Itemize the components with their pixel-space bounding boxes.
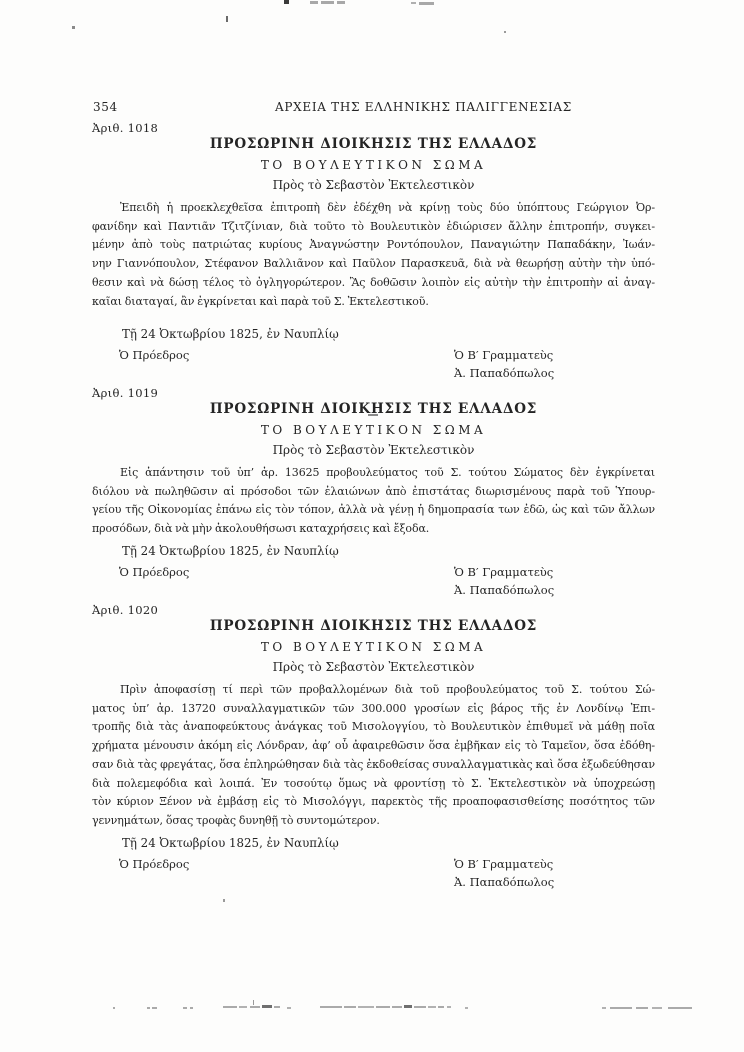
decree-body <box>92 681 655 831</box>
running-title: ΑΡΧΕΙΑ ΤΗΣ ΕΛΛΗΝΙΚΗΣ ΠΑΛΙΓΓΕΝΕΣΙΑΣ <box>275 100 572 114</box>
signature-president: Ὁ Πρόεδρος <box>119 564 190 579</box>
scan-artifact <box>344 1006 356 1008</box>
scan-artifact <box>239 1006 247 1008</box>
scan-artifact <box>250 1006 260 1008</box>
body-line: θεσιν καὶ νὰ δώσῃ τέλος τὸ ὀγληγορώτερον. Ἂς δοθῶσιν λοιπὸν εἰς αὐτὴν τὴν ἐπιτροπὴν αἱ ἀναγ- <box>92 275 655 289</box>
decree-address: Πρὸς τὸ Σεβαστὸν Ἐκτελεστικὸν <box>272 660 475 674</box>
decree-subtitle: ΤΟ ΒΟΥΛΕΥΤΙΚΟΝ ΣΩΜΑ <box>260 640 487 654</box>
scan-artifact <box>668 1007 692 1009</box>
scan-artifact <box>152 1007 157 1009</box>
scan-artifact <box>610 1007 632 1009</box>
body-line: Πρὶν ἀποφασίσῃ τί περὶ τῶν προβαλλομένων διὰ τοῦ προβουλεύματος τοῦ Σ. τούτου Σώ- <box>120 683 655 696</box>
signature-president: Ὁ Πρόεδρος <box>119 856 190 871</box>
scan-artifact <box>287 1007 291 1009</box>
scan-artifact <box>274 1006 280 1008</box>
body-line: σαν διὰ τὰς φρεγάτας, ὅσα ἐπληρώθησαν διὰ τὰς ἐκδοθείσας συναλλαγματικὰς καὶ ὅσα ἐξωδεύθησαν <box>92 757 655 771</box>
dateline: Τῇ 24 Ὀκτωβρίου 1825, ἐν Ναυπλίῳ <box>122 835 339 850</box>
decree-title: ΠΡΟΣΩΡΙΝΗ ΔΙΟΙΚΗΣΙΣ ΤΗΣ ΕΛΛΑΔΟΣ <box>209 618 538 634</box>
scan-artifact <box>504 31 506 33</box>
page-header <box>92 100 655 115</box>
signature-secretary-block <box>454 563 554 599</box>
scan-artifact <box>72 26 75 29</box>
document-number: Ἀριθ. 1018 <box>92 121 159 135</box>
page-number: 354 <box>93 100 118 114</box>
scan-artifact <box>465 1007 468 1009</box>
decree-title: ΠΡΟΣΩΡΙΝΗ ΔΙΟΙΚΗΣΙΣ ΤΗΣ ΕΛΛΑΔΟΣ <box>209 401 538 417</box>
decree-body <box>92 199 655 311</box>
scan-artifact <box>147 1007 150 1009</box>
body-line: Ἐπειδὴ ἡ προεκλεχθεῖσα ἐπιτροπὴ δὲν ἐδέχθη νὰ κρίνῃ τοὺς δύο ὑπόπτους Γεώργιον Ὀρ- <box>120 201 655 214</box>
scan-artifact <box>320 1006 342 1008</box>
body-line: γείου τῆς Οἰκονομίας ἐπάνω εἰς τὸν τόπον, ἀλλὰ νὰ γένῃ ἡ δημοπρασία των ἐδῶ, ὡς καὶ τῶν ἄλλων <box>92 503 655 517</box>
signature-row <box>92 855 655 893</box>
body-line: χρήματα μένουσιν ἀκόμη εἰς Λόνδραν, ἀφ’ οὗ ἀφαιρεθῶσιν ὅσα ἐμβῆκαν εἰς τὸ Ταμεῖον, ὅσα ἐδόθη- <box>92 739 655 753</box>
signature-secretary-block <box>454 346 554 382</box>
dateline: Τῇ 24 Ὀκτωβρίου 1825, ἐν Ναυπλίῳ <box>122 543 339 558</box>
scan-artifact <box>411 2 416 4</box>
scan-artifact <box>376 1006 390 1008</box>
signature-secretary-role: Ὁ Β′ Γραμματεὺς <box>454 348 554 363</box>
document-number: Ἀριθ. 1020 <box>92 603 159 617</box>
scan-artifact <box>414 1006 426 1008</box>
scan-artifact <box>602 1007 606 1009</box>
body-line: γεννημάτων, ὅσας τροφὰς δυνηθῇ τὸ συντομώτερον. <box>92 813 380 827</box>
scan-artifact <box>321 1 334 4</box>
body-line: τροπῆς διὰ τὰς ἀναποφεύκτους ἀνάγκας τοῦ Μισολογγίου, τὸ Βουλευτικὸν ἐπιθυμεῖ νὰ μάθῃ ποῖα <box>92 720 655 734</box>
document-number: Ἀριθ. 1019 <box>92 386 159 400</box>
body-line: καῖαι διαταγαί, ἂν ἐγκρίνεται καὶ παρὰ τοῦ Σ. Ἐκτελεστικοῦ. <box>92 294 429 308</box>
decree-address: Πρὸς τὸ Σεβαστὸν Ἐκτελεστικὸν <box>272 443 475 457</box>
decree-section-1020 <box>92 603 655 893</box>
scan-artifact <box>419 2 434 5</box>
signature-president: Ὁ Πρόεδρος <box>119 348 190 363</box>
scan-artifact <box>253 1000 254 1005</box>
scan-artifact <box>428 1006 436 1008</box>
body-line: Εἰς ἀπάντησιν τοῦ ὑπ’ ἀρ. 13625 προβουλεύματος τοῦ Σ. τούτου Σώματος δὲν ἐγκρίνεται <box>120 466 655 479</box>
scan-artifact <box>652 1007 662 1009</box>
signature-secretary-name: Ἀ. Παπαδόπωλος <box>454 582 555 597</box>
scan-artifact <box>310 1 318 4</box>
signature-row <box>92 346 655 384</box>
decree-section-1018 <box>92 121 655 384</box>
scan-artifact <box>636 1007 648 1009</box>
decree-section-1019 <box>92 386 655 601</box>
signature-secretary-role: Ὁ Β′ Γραμματεὺς <box>454 564 554 579</box>
scan-artifact <box>190 1007 193 1009</box>
scan-artifact <box>404 1005 412 1008</box>
scan-artifact <box>337 1 345 4</box>
signature-secretary-name: Ἀ. Παπαδόπωλος <box>454 366 555 381</box>
scan-artifact <box>358 1006 374 1008</box>
body-line: διόλου νὰ πωληθῶσιν αἱ πρόσοδοι τῶν ἐλαιώνων ἀπὸ ἐπιστάτας διωρισμένους παρὰ τοῦ Ὑπουρ- <box>92 484 655 498</box>
body-line: νην Γιαννόπουλον, Στέφανον Βαλλιᾶνον καὶ Παῦλον Παρασκευᾶ, διὰ νὰ θεωρήσῃ αὐτὴν τὴν ὑπό- <box>92 257 655 271</box>
decree-subtitle: ΤΟ ΒΟΥΛΕΥΤΙΚΟΝ ΣΩΜΑ <box>260 423 487 437</box>
signature-secretary-name: Ἀ. Παπαδόπωλος <box>454 874 555 889</box>
decree-subtitle: ΤΟ ΒΟΥΛΕΥΤΙΚΟΝ ΣΩΜΑ <box>260 158 487 172</box>
body-line: μένην ἀπὸ τοὺς πατριώτας κυρίους Ἀναγνώστην Ροντόπουλον, Παναγιώτην Παπαδάκην, Ἰωάν- <box>92 238 655 252</box>
scan-artifact <box>447 1006 451 1008</box>
scan-artifact <box>226 16 228 22</box>
signature-secretary-role: Ὁ Β′ Γραμματεὺς <box>454 856 554 871</box>
dateline: Τῇ 24 Ὀκτωβρίου 1825, ἐν Ναυπλίῳ <box>122 327 339 342</box>
decree-body <box>92 464 655 539</box>
body-line: προσόδων, διὰ νὰ μὴν ἀκολουθήσωσι καταχρήσεις καὶ ἔξοδα. <box>92 522 430 536</box>
body-line: διὰ πολεμεφόδια καὶ λοιπά. Ἐν τοσούτῳ ὅμως νὰ φροντίσῃ τὸ Σ. Ἐκτελεστικὸν νὰ ὑποχρεώσῃ <box>92 776 655 790</box>
signature-row <box>92 563 655 601</box>
scan-artifact <box>438 1006 444 1008</box>
scan-artifact <box>223 1006 237 1008</box>
body-line: φανίδην καὶ Παντιᾶν Τζιτζίνιαν, διὰ τοῦτο τὸ Βουλευτικὸν ἐδιώρισεν ἄλλην ἐπιτροπήν, συγκει- <box>92 219 655 233</box>
decree-address: Πρὸς τὸ Σεβαστὸν Ἐκτελεστικὸν <box>272 178 475 192</box>
body-line: ματος ὑπ’ ἀρ. 13720 συναλλαγματικῶν τῶν 300.000 γροσίων εἰς βάρος τῆς ἐν Λονδίνῳ Ἐπι- <box>92 701 655 715</box>
decree-title: ΠΡΟΣΩΡΙΝΗ ΔΙΟΙΚΗΣΙΣ ΤΗΣ ΕΛΛΑΔΟΣ <box>209 136 538 152</box>
body-line: τὸν κύριον Ξένον νὰ ἐμβάσῃ εἰς τὸ Μισολόγγι, παρεκτὸς τῆς προαποφασισθείσης ποσότητος τῶν <box>92 795 655 809</box>
scan-artifact <box>262 1005 272 1008</box>
scan-artifact <box>392 1006 402 1008</box>
signature-secretary-block <box>454 855 554 891</box>
scan-artifact <box>223 899 225 902</box>
scan-artifact <box>183 1007 187 1009</box>
scan-artifact <box>113 1007 115 1009</box>
scan-artifact <box>284 0 289 4</box>
